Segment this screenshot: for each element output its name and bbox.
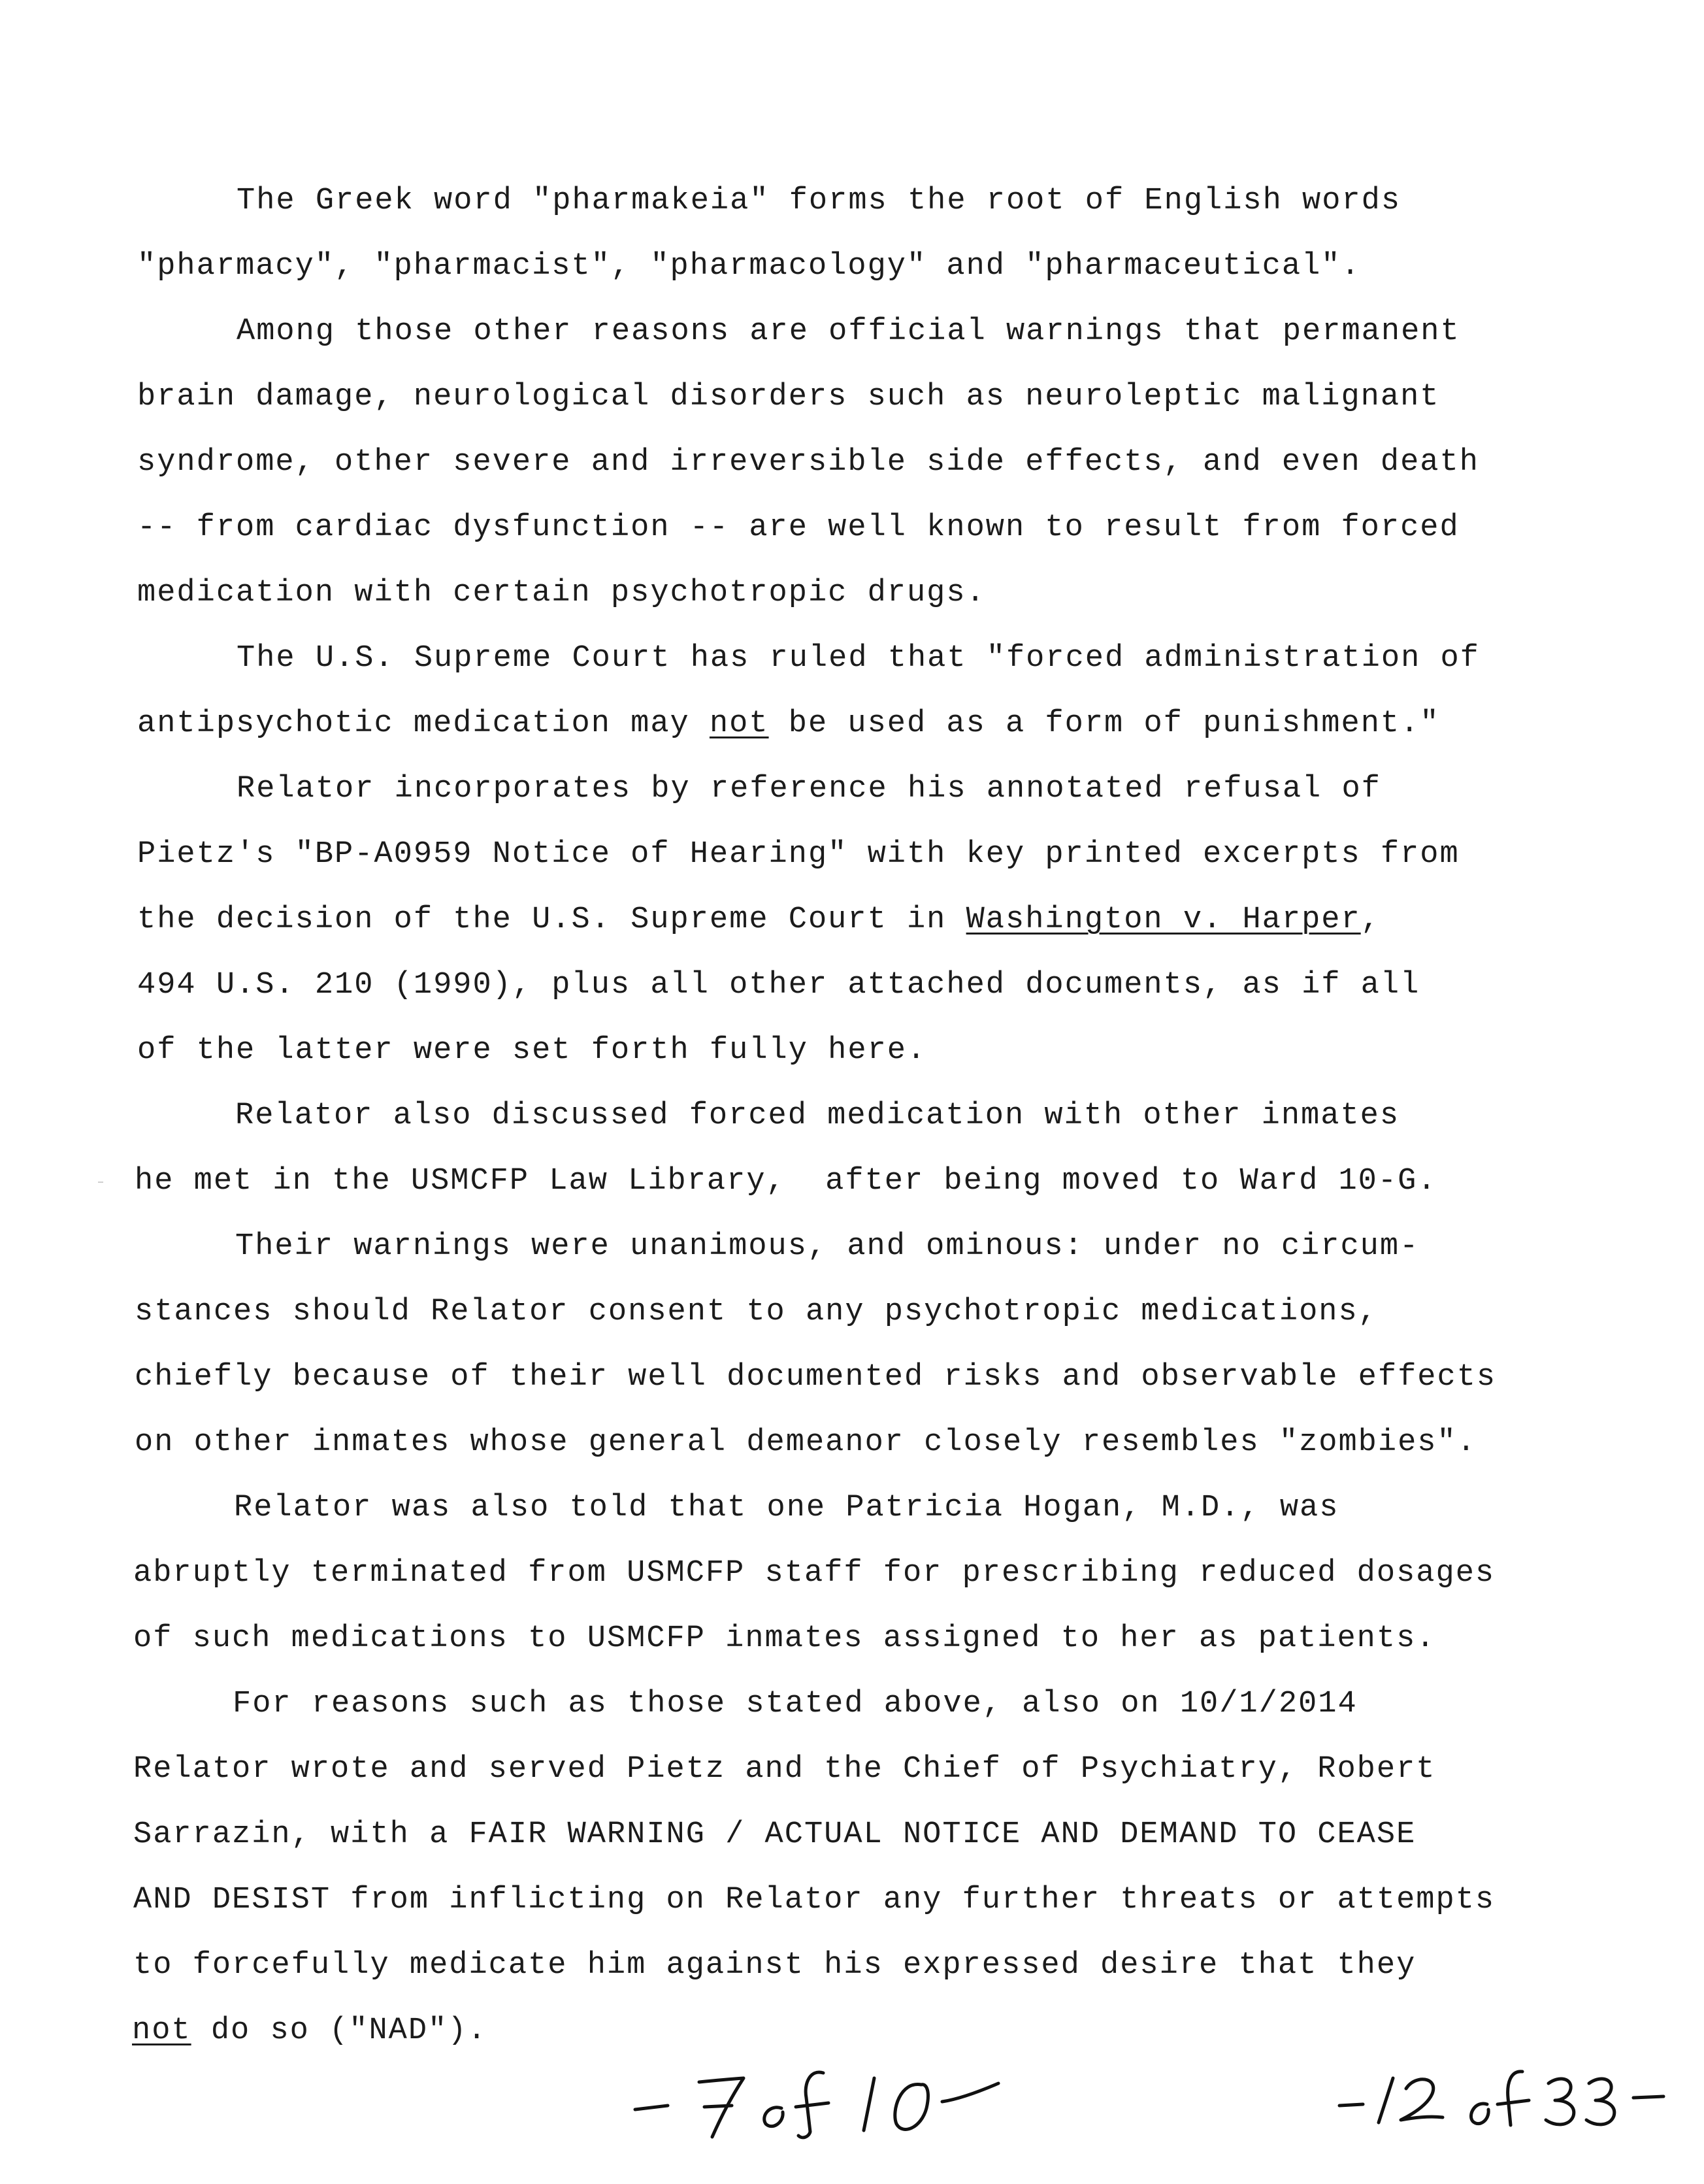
text-line: stances should Relator consent to any psychotropic medications,: [135, 1295, 1378, 1329]
text-segment: the decision of the U.S. Supreme Court in: [137, 902, 966, 937]
text-line: brain damage, neurological disorders such as neuroleptic malignant: [137, 380, 1440, 414]
text-line: [132, 2011, 487, 2051]
text-segment: do so ("NAD").: [191, 2013, 487, 2048]
scan-mark: [98, 1182, 103, 1183]
text-line: For reasons such as those stated above, also on 10/1/2014: [233, 1687, 1358, 1721]
text-line: The Greek word "pharmakeia" forms the root of English words: [237, 184, 1401, 218]
text-line: Their warnings were unanimous, and ominous: under no circum-: [235, 1229, 1420, 1264]
text-line: Relator incorporates by reference his annotated refusal of: [237, 772, 1381, 806]
text-line: he met in the USMCFP Law Library, after being moved to Ward 10-G.: [135, 1164, 1437, 1199]
text-line: to forcefully medicate him against his expressed desire that they: [133, 1948, 1417, 1983]
text-line: of the latter were set forth fully here.: [137, 1033, 927, 1068]
text-line: The U.S. Supreme Court has ruled that "forced administration of: [237, 641, 1480, 676]
text-segment: antipsychotic medication may: [137, 706, 710, 741]
text-line: of such medications to USMCFP inmates assigned to her as patients.: [133, 1621, 1436, 1656]
text-line: [137, 704, 1440, 744]
text-line: [137, 901, 1381, 940]
text-line: Relator was also told that one Patricia Hogan, M.D., was: [234, 1491, 1339, 1525]
text-line: -- from cardiac dysfunction -- are well known to result from forced: [137, 510, 1460, 545]
text-line: abruptly terminated from USMCFP staff for prescribing reduced dosages: [133, 1556, 1496, 1591]
handwritten-page-number: [627, 2052, 1006, 2143]
text-line: chiefly because of their well documented risks and observable effects: [135, 1360, 1497, 1395]
text-line: AND DESIST from inflicting on Relator any further threats or attempts: [133, 1883, 1496, 1917]
text-segment: ,: [1360, 902, 1381, 937]
text-line: Relator also discussed forced medication with other inmates: [235, 1099, 1400, 1133]
text-line: medication with certain psychotropic drugs.: [137, 576, 986, 610]
case-citation: Washington v. Harper: [966, 902, 1361, 937]
text-line: syndrome, other severe and irreversible side effects, and even death: [137, 445, 1479, 480]
underlined-word: not: [132, 2013, 191, 2048]
text-line: on other inmates whose general demeanor closely resembles "zombies".: [135, 1425, 1477, 1460]
handwritten-total-page-number: [1333, 2052, 1673, 2137]
text-line: 494 U.S. 210 (1990), plus all other attached documents, as if all: [137, 968, 1420, 1002]
text-line: Sarrazin, with a FAIR WARNING / ACTUAL NOTICE AND DEMAND TO CEASE: [133, 1817, 1417, 1852]
text-line: "pharmacy", "pharmacist", "pharmacology" and "pharmaceutical".: [137, 249, 1361, 284]
underlined-word: not: [709, 706, 769, 741]
text-line: Pietz's "BP-A0959 Notice of Hearing" with key printed excerpts from: [137, 837, 1460, 872]
text-line: Relator wrote and served Pietz and the Chief of Psychiatry, Robert: [133, 1752, 1436, 1787]
text-segment: be used as a form of punishment.": [768, 706, 1440, 741]
text-line: Among those other reasons are official warnings that permanent: [237, 314, 1460, 349]
